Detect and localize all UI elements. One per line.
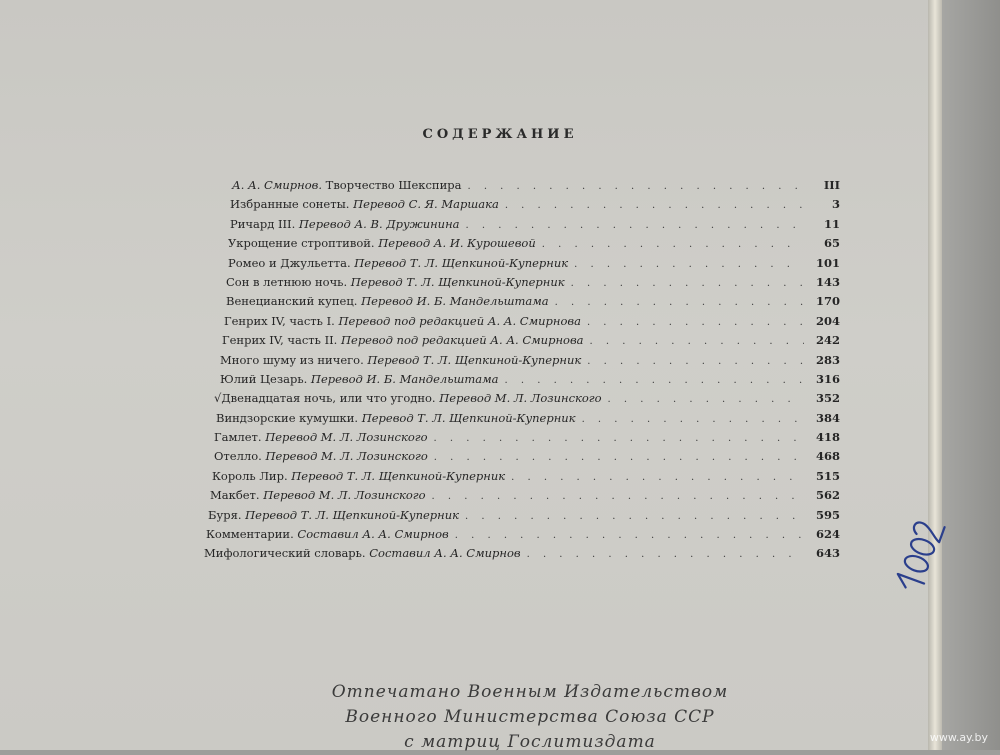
toc-entry xyxy=(200,314,840,333)
toc-entry xyxy=(200,197,840,216)
work-title: Виндзорские кумушки. xyxy=(216,410,359,425)
toc-entry-title xyxy=(230,217,460,231)
toc-entry-title xyxy=(220,353,581,367)
toc-entry-title xyxy=(222,333,584,347)
toc-entry xyxy=(200,488,840,507)
work-title: Генрих IV, часть I. xyxy=(224,313,335,328)
translator-credit: Перевод Т. Л. Щепкиной-Куперник xyxy=(291,468,506,483)
work-title: Король Лир. xyxy=(212,468,288,483)
work-title: Укрощение строптивой. xyxy=(228,236,375,251)
toc-entry-title xyxy=(224,314,581,328)
work-title: Генрих IV, часть II. xyxy=(222,333,338,348)
toc-entry xyxy=(200,430,840,449)
page-number: 3 xyxy=(831,197,840,212)
work-title: Макбет. xyxy=(210,488,260,503)
dot-leader xyxy=(587,356,804,367)
work-title: Комментарии. xyxy=(206,527,294,542)
dot-leader xyxy=(434,452,804,463)
toc-entry-title xyxy=(214,430,428,444)
translator-credit: Составил А. А. Смирнов xyxy=(369,546,521,561)
translator-credit: Перевод Т. Л. Щепкиной-Куперник xyxy=(354,255,569,270)
toc-entry xyxy=(200,178,840,197)
toc-entry-title xyxy=(210,488,426,502)
dot-leader xyxy=(542,239,804,250)
translator-credit: Перевод М. Л. Лозинского xyxy=(263,488,426,503)
translator-credit: Перевод И. Б. Мандельштама xyxy=(310,371,499,386)
imprint-line-3: с матриц Гослитиздата xyxy=(404,732,656,752)
page-number: 595 xyxy=(815,507,840,522)
table-of-contents xyxy=(200,178,840,566)
toc-entry-title xyxy=(230,197,499,211)
toc-entry xyxy=(200,508,840,527)
toc-entry-title xyxy=(232,178,461,192)
dot-leader xyxy=(465,511,804,522)
page-number: 283 xyxy=(815,352,840,367)
page-number: 643 xyxy=(815,546,840,561)
toc-entry-title xyxy=(206,527,449,541)
page-number: III xyxy=(823,178,840,192)
work-title: Творчество Шекспира xyxy=(325,178,462,192)
translator-credit: Перевод Т. Л. Щепкиной-Куперник xyxy=(245,507,460,522)
translator-credit: Составил А. А. Смирнов xyxy=(297,527,449,542)
page-number: 101 xyxy=(815,255,840,270)
toc-entry xyxy=(200,236,840,255)
page-number: 316 xyxy=(815,371,840,386)
work-title: Много шуму из ничего. xyxy=(220,352,364,367)
dot-leader xyxy=(527,549,804,560)
contents-heading: СОДЕРЖАНИЕ xyxy=(422,127,578,142)
handwritten-number xyxy=(870,500,950,610)
toc-entry xyxy=(200,469,840,488)
page-number: 562 xyxy=(815,488,840,503)
dot-leader xyxy=(590,336,805,347)
dot-leader xyxy=(574,259,804,270)
dot-leader xyxy=(432,491,804,502)
dot-leader xyxy=(587,317,804,328)
page-number: 170 xyxy=(815,294,840,309)
page-number: 204 xyxy=(815,313,840,328)
translator-credit: Перевод С. Я. Маршака xyxy=(353,197,499,212)
work-title: Венецианский купец. xyxy=(226,294,358,309)
translator-credit: Перевод А. В. Дружинина xyxy=(298,216,460,231)
page-number: 515 xyxy=(815,468,840,483)
toc-entry-title xyxy=(228,256,568,270)
translator-credit: Перевод Т. Л. Щепкиной-Куперник xyxy=(361,410,576,425)
page-number: 384 xyxy=(815,410,840,425)
toc-entry xyxy=(200,333,840,352)
page-number: 143 xyxy=(815,274,840,289)
toc-entry-title xyxy=(226,275,565,289)
translator-credit: Перевод Т. Л. Щепкиной-Куперник xyxy=(367,352,582,367)
translator-credit: Перевод А. И. Курошевой xyxy=(378,236,536,251)
translator-credit: Перевод М. Л. Лозинского xyxy=(439,391,602,406)
work-title: Сон в летнюю ночь. xyxy=(226,274,348,289)
translator-credit: Перевод М. Л. Лозинского xyxy=(265,449,428,464)
toc-entry xyxy=(200,353,840,372)
page-number: 352 xyxy=(815,391,840,406)
work-title: Гамлет. xyxy=(214,430,262,445)
dot-leader xyxy=(555,297,804,308)
translator-credit: Перевод Т. Л. Щепкиной-Куперник xyxy=(350,274,565,289)
work-title: Избранные сонеты. xyxy=(230,197,350,212)
translator-credit: А. А. Смирнов. xyxy=(232,178,322,192)
dot-leader xyxy=(608,394,804,405)
translator-credit: Перевод И. Б. Мандельштама xyxy=(361,294,549,309)
work-title: Буря. xyxy=(208,507,242,522)
toc-entry-title xyxy=(212,469,505,483)
toc-entry xyxy=(200,294,840,313)
toc-entry xyxy=(200,411,840,430)
work-title: √Двенадцатая ночь, или что угодно. xyxy=(214,391,436,406)
page-number: 11 xyxy=(823,216,840,231)
page-number: 624 xyxy=(815,527,840,542)
dot-leader xyxy=(455,530,804,541)
toc-entry-title xyxy=(226,294,549,308)
toc-entry-title xyxy=(228,236,536,250)
work-title: Мифологический словарь. xyxy=(204,546,366,561)
dot-leader xyxy=(505,200,804,211)
dot-leader xyxy=(434,433,804,444)
work-title: Ричард III. xyxy=(230,216,296,231)
translator-credit: Перевод М. Л. Лозинского xyxy=(265,430,428,445)
imprint-line-2: Военного Министерства Союза ССР xyxy=(345,707,715,727)
watermark: www.ay.by xyxy=(929,731,988,744)
toc-entry xyxy=(200,217,840,236)
toc-entry-title xyxy=(208,508,459,522)
toc-entry-title xyxy=(220,372,499,386)
work-title: Отелло. xyxy=(214,449,262,464)
toc-entry xyxy=(200,275,840,294)
toc-entry xyxy=(200,372,840,391)
background-surface xyxy=(942,0,1000,750)
toc-entry xyxy=(200,391,840,410)
dot-leader xyxy=(467,181,804,192)
translator-credit: Перевод под редакцией А. А. Смирнова xyxy=(338,313,581,328)
toc-entry-title xyxy=(214,391,602,405)
toc-entry xyxy=(200,527,840,546)
toc-entry-title xyxy=(214,449,428,463)
toc-entry-title xyxy=(204,546,521,560)
page-edge xyxy=(928,0,942,750)
page-number: 242 xyxy=(815,333,840,348)
toc-entry-title xyxy=(216,411,576,425)
dot-leader xyxy=(511,472,804,483)
imprint-note xyxy=(300,680,760,755)
toc-entry xyxy=(200,449,840,468)
page-number: 468 xyxy=(815,449,840,464)
translator-credit: Перевод под редакцией А. А. Смирнова xyxy=(340,333,584,348)
dot-leader xyxy=(505,375,804,386)
work-title: Ромео и Джульетта. xyxy=(228,255,351,270)
dot-leader xyxy=(466,220,804,231)
toc-entry xyxy=(200,256,840,275)
dot-leader xyxy=(582,414,804,425)
toc-entry xyxy=(200,546,840,565)
imprint-line-1: Отпечатано Военным Издательством xyxy=(331,682,729,702)
page-number: 418 xyxy=(815,430,840,445)
dot-leader xyxy=(571,278,804,289)
work-title: Юлий Цезарь. xyxy=(220,371,308,386)
page-number: 65 xyxy=(823,236,840,251)
